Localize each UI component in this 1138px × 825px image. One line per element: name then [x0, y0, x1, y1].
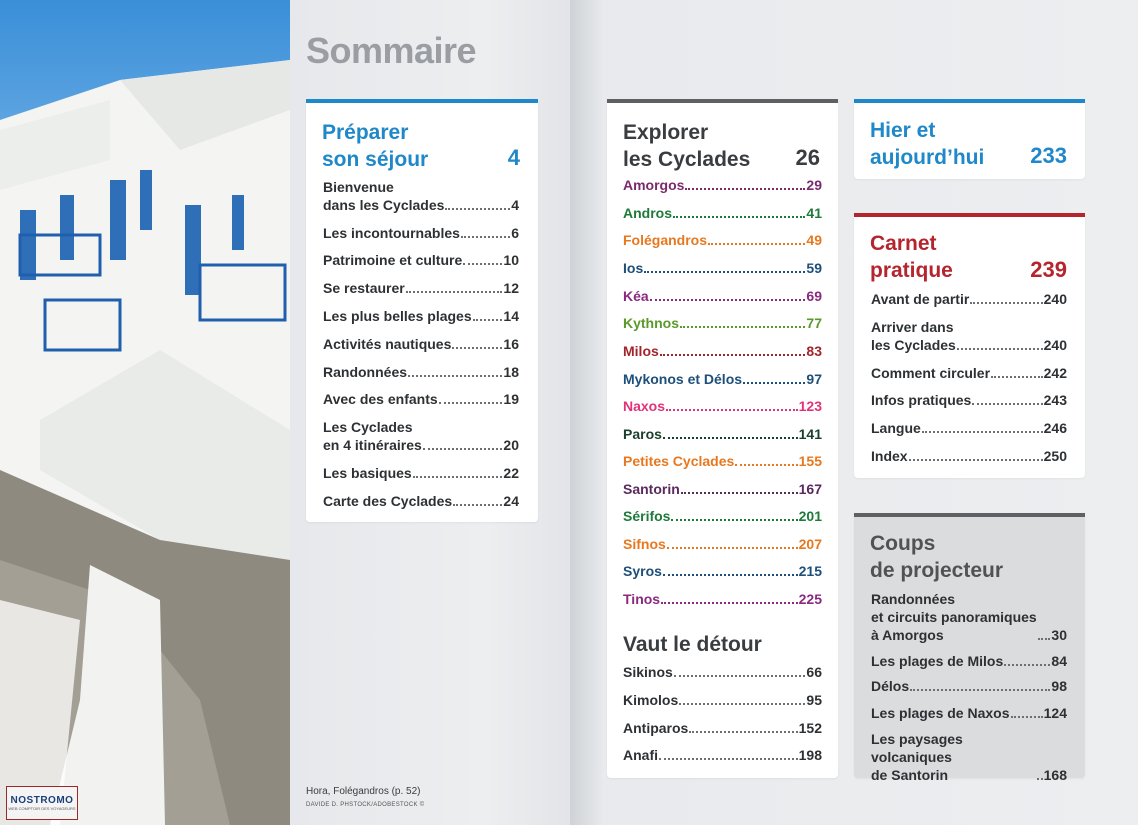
toc-entry[interactable] — [623, 746, 822, 764]
dot-leader — [659, 758, 798, 760]
toc-entry[interactable] — [871, 447, 1067, 465]
toc-entry[interactable] — [871, 318, 1067, 354]
toc-entry-label: Santorin — [623, 481, 680, 497]
toc-entry[interactable] — [623, 480, 822, 498]
dot-leader — [453, 504, 502, 506]
toc-entry-page: 124 — [1043, 705, 1067, 721]
toc-entry-label: Les basiques — [323, 465, 412, 481]
toc-entry-label: Patrimoine et culture — [323, 252, 463, 268]
toc-entry-page: 201 — [798, 508, 822, 524]
toc-entry-label: Carte des Cyclades — [323, 493, 453, 509]
detour-title: Vaut le détour — [623, 633, 762, 656]
dot-leader — [685, 188, 805, 190]
dot-leader — [452, 347, 502, 349]
toc-entry[interactable] — [623, 507, 822, 525]
toc-entry-label: Les incontournables — [323, 225, 460, 241]
toc-entry-page: 22 — [503, 465, 519, 481]
toc-entry-page: 250 — [1043, 448, 1067, 464]
toc-entry[interactable] — [323, 492, 519, 510]
toc-entry[interactable] — [623, 562, 822, 580]
dot-leader — [991, 376, 1043, 378]
dot-leader — [663, 574, 798, 576]
toc-entry[interactable] — [871, 364, 1067, 382]
dot-leader — [644, 271, 805, 273]
toc-entry[interactable] — [623, 535, 822, 553]
dot-leader — [922, 431, 1043, 433]
toc-entry[interactable] — [871, 290, 1067, 308]
dot-leader — [650, 299, 806, 301]
toc-entry-page: 66 — [806, 664, 822, 680]
toc-entry-label: Kimolos — [623, 692, 679, 708]
toc-entry-page: 59 — [806, 260, 822, 276]
toc-entry-label: Naxos — [623, 398, 666, 414]
dot-leader — [408, 375, 502, 377]
toc-entry-page: 49 — [806, 232, 822, 248]
toc-entry-label: Randonnées — [323, 364, 408, 380]
toc-entry[interactable] — [323, 464, 519, 482]
toc-entry-page: 168 — [1043, 767, 1067, 783]
toc-entry-label: Sérifos — [623, 508, 671, 524]
nostromo-logo — [6, 786, 78, 820]
toc-entry-label: Folégandros — [623, 232, 708, 248]
dot-leader — [689, 731, 797, 733]
dot-leader — [681, 492, 798, 494]
dot-leader — [910, 689, 1050, 691]
dot-leader — [743, 382, 805, 384]
toc-entry[interactable] — [871, 652, 1067, 670]
toc-entry-label: Sifnos — [623, 536, 666, 552]
toc-entry-label: Infos pratiques — [871, 392, 972, 408]
dot-leader — [406, 291, 503, 293]
dot-leader — [445, 208, 510, 210]
toc-entry[interactable] — [871, 590, 1067, 644]
dot-leader — [909, 459, 1043, 461]
toc-entry[interactable] — [323, 390, 519, 408]
toc-entry[interactable] — [623, 287, 822, 305]
toc-entry[interactable] — [323, 251, 519, 269]
dot-leader — [735, 464, 797, 466]
toc-entry-page: 18 — [503, 364, 519, 380]
dot-leader — [463, 263, 502, 265]
dot-leader — [461, 236, 510, 238]
toc-entry[interactable] — [623, 590, 822, 608]
toc-entry-page: 141 — [798, 426, 822, 442]
toc-entry[interactable] — [871, 677, 1067, 695]
toc-entry-label: Amorgos — [623, 177, 685, 193]
toc-entry-label: Les Cyclades en 4 itinéraires — [323, 419, 422, 453]
hier-card — [854, 99, 1085, 179]
dot-leader — [473, 319, 503, 321]
toc-entry-page: 152 — [798, 720, 822, 736]
toc-entry-page: 6 — [511, 225, 519, 241]
dot-leader — [679, 703, 805, 705]
toc-entry-page: 12 — [503, 280, 519, 296]
dot-leader — [673, 216, 805, 218]
carnet-page: 239 — [1030, 257, 1067, 282]
dot-leader — [680, 326, 805, 328]
toc-entry[interactable] — [623, 719, 822, 737]
toc-entry[interactable] — [623, 691, 822, 709]
toc-entry-page: 16 — [503, 336, 519, 352]
toc-entry[interactable] — [871, 419, 1067, 437]
toc-entry-page: 246 — [1043, 420, 1067, 436]
toc-entry-page: 14 — [503, 308, 519, 324]
toc-entry-page: 243 — [1043, 392, 1067, 408]
preparer-title: Préparer son séjour — [322, 121, 429, 171]
toc-entry-label: Kéa — [623, 288, 649, 304]
toc-entry-page: 215 — [798, 563, 822, 579]
toc-entry-page: 10 — [503, 252, 519, 268]
toc-entry[interactable] — [323, 335, 519, 353]
cover-photo — [0, 0, 290, 825]
preparer-page: 4 — [507, 145, 520, 170]
toc-entry-page: 207 — [798, 536, 822, 552]
toc-entry-page: 95 — [806, 692, 822, 708]
toc-entry[interactable] — [323, 363, 519, 381]
photo-caption: Hora, Folégandros (p. 52) — [306, 786, 421, 797]
toc-entry-page: 123 — [798, 398, 822, 414]
dot-leader — [1011, 716, 1043, 718]
toc-entry[interactable] — [623, 452, 822, 470]
dot-leader — [661, 602, 798, 604]
toc-entry-page: 240 — [1043, 337, 1067, 353]
toc-entry[interactable] — [623, 342, 822, 360]
toc-entry-label: Paros — [623, 426, 662, 442]
toc-entry-page: 29 — [806, 177, 822, 193]
toc-entry-page: 24 — [503, 493, 519, 509]
dot-leader — [674, 675, 806, 677]
toc-entry-page: 242 — [1043, 365, 1067, 381]
toc-entry-page: 30 — [1051, 627, 1067, 643]
dot-leader — [1004, 664, 1050, 666]
toc-entry-page: 155 — [798, 453, 822, 469]
toc-entry-label: Antiparos — [623, 720, 689, 736]
dot-leader — [972, 403, 1042, 405]
toc-entry[interactable] — [623, 314, 822, 332]
toc-entry-label: Délos — [871, 678, 910, 694]
toc-entry-label: Anafi — [623, 747, 658, 763]
dot-leader — [957, 348, 1043, 350]
explorer-title: Explorer les Cyclades — [623, 121, 751, 171]
toc-entry-label: Tinos — [623, 591, 661, 607]
toc-entry-page: 167 — [798, 481, 822, 497]
toc-entry-page: 69 — [806, 288, 822, 304]
toc-entry[interactable] — [623, 425, 822, 443]
explorer-page: 26 — [795, 145, 820, 170]
dot-leader — [671, 519, 797, 521]
toc-entry[interactable] — [623, 663, 822, 681]
hier-title: Hier et aujourd’hui — [870, 119, 985, 169]
dot-leader — [439, 402, 503, 404]
toc-entry-page: 98 — [1051, 678, 1067, 694]
toc-entry-label: Les plages de Naxos — [871, 705, 1010, 721]
toc-entry-label: Se restaurer — [323, 280, 405, 296]
toc-entry-page: 77 — [806, 315, 822, 331]
toc-entry-label: Syros — [623, 563, 662, 579]
toc-entry-label: Sikinos — [623, 664, 673, 680]
photo-illustration — [0, 0, 290, 825]
toc-entry-label: Langue — [871, 420, 921, 436]
toc-entry-page: 240 — [1043, 291, 1067, 307]
logo-text: NOSTROMO — [10, 795, 74, 806]
toc-entry-label: Milos — [623, 343, 659, 359]
toc-entry-page: 41 — [806, 205, 822, 221]
toc-entry-label: Les plages de Milos — [871, 653, 1004, 669]
toc-entry-page: 198 — [798, 747, 822, 763]
toc-entry[interactable] — [323, 418, 519, 454]
toc-entry-label: Petites Cyclades — [623, 453, 735, 469]
page-title: Sommaire — [306, 30, 477, 71]
toc-entry[interactable] — [323, 178, 519, 214]
toc-entry-label: Arriver dans les Cyclades — [871, 319, 956, 353]
coups-title: Coups de projecteur — [870, 532, 1004, 582]
toc-entry-label: Andros — [623, 205, 672, 221]
toc-entry-label: Avec des enfants — [323, 391, 438, 407]
toc-entry[interactable] — [623, 259, 822, 277]
toc-entry-label: Comment circuler — [871, 365, 991, 381]
toc-entry[interactable] — [623, 204, 822, 222]
dot-leader — [660, 354, 806, 356]
dot-leader — [970, 302, 1042, 304]
toc-entry-label: Avant de partir — [871, 291, 970, 307]
toc-entry[interactable] — [623, 370, 822, 388]
toc-entry[interactable] — [323, 279, 519, 297]
dot-leader — [667, 547, 798, 549]
toc-entry-label: Bienvenue dans les Cyclades — [323, 179, 445, 213]
dot-leader — [663, 437, 798, 439]
dot-leader — [1037, 778, 1043, 780]
dot-leader — [413, 476, 503, 478]
toc-entry[interactable] — [871, 704, 1067, 722]
dot-leader — [666, 409, 798, 411]
toc-entry-page: 4 — [511, 197, 519, 213]
toc-entry[interactable] — [323, 224, 519, 242]
toc-entry-page: 20 — [503, 437, 519, 453]
photo-credit: DAVIDE D. PHSTOCK/ADOBESTOCK © — [306, 802, 425, 808]
toc-entry[interactable] — [323, 307, 519, 325]
toc-entry-page: 84 — [1051, 653, 1067, 669]
toc-entry[interactable] — [623, 231, 822, 249]
dot-leader — [423, 448, 503, 450]
carnet-title: Carnet pratique — [870, 232, 953, 282]
toc-entry-page: 83 — [806, 343, 822, 359]
toc-entry[interactable] — [871, 730, 1067, 784]
dot-leader — [708, 243, 805, 245]
toc-entry-label: Les plus belles plages — [323, 308, 472, 324]
toc-entry-label: Mykonos et Délos — [623, 371, 743, 387]
dot-leader — [1038, 638, 1051, 640]
toc-entry-page: 97 — [806, 371, 822, 387]
toc-entry-label: Kythnos — [623, 315, 679, 331]
toc-entry[interactable] — [623, 176, 822, 194]
toc-entry[interactable] — [623, 397, 822, 415]
toc-entry-label: Randonnées et circuits panoramiques à Amorgos — [871, 591, 1037, 643]
toc-entry-label: Activités nautiques — [323, 336, 452, 352]
toc-entry-label: Ios — [623, 260, 644, 276]
hier-page: 233 — [1030, 143, 1067, 168]
toc-entry-page: 225 — [798, 591, 822, 607]
toc-entry-label: Index — [871, 448, 908, 464]
toc-entry[interactable] — [871, 391, 1067, 409]
toc-entry-label: Les paysages volcaniques de Santorin — [871, 731, 963, 783]
logo-subtext: WEB COMPTOIR DES VOYAGEURS — [8, 806, 76, 811]
toc-entry-page: 19 — [503, 391, 519, 407]
